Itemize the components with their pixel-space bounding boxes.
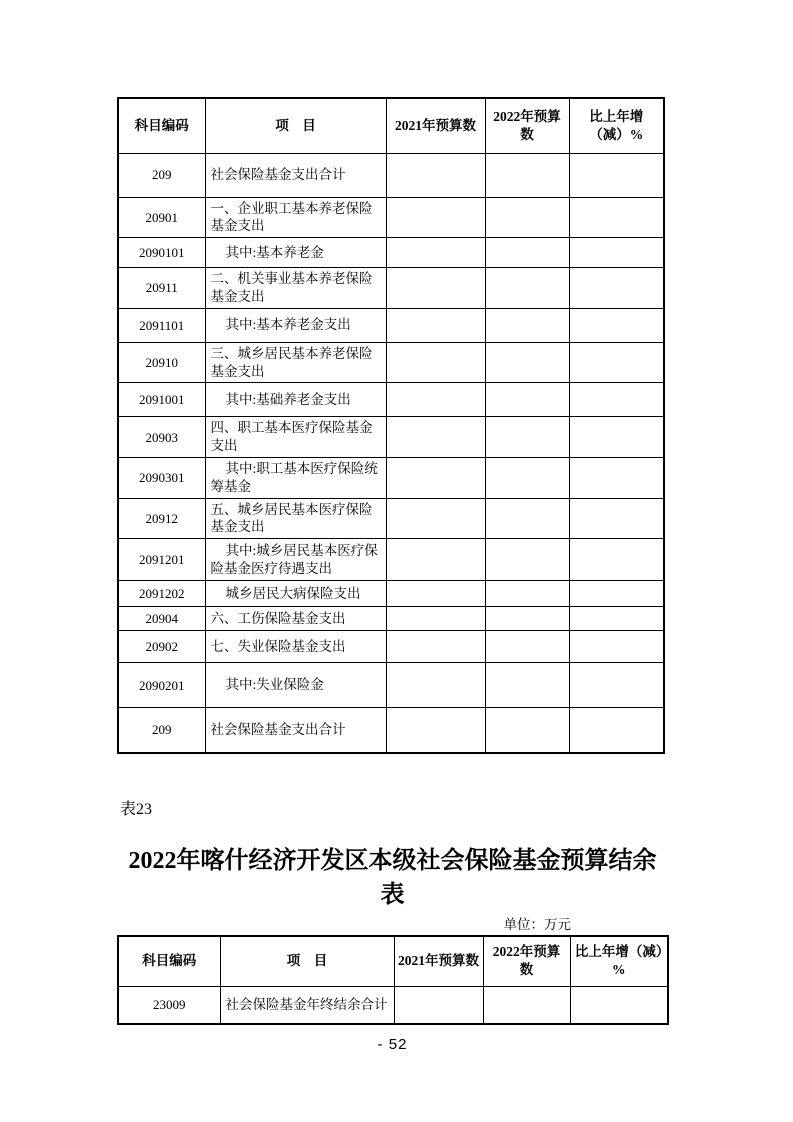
subject-code-cell: 20910 bbox=[118, 342, 205, 383]
budget-2021-cell bbox=[386, 539, 485, 581]
subject-code-cell: 2090201 bbox=[118, 663, 205, 708]
change-percent-cell bbox=[569, 498, 664, 539]
column-header: 2022年预算数 bbox=[483, 936, 570, 986]
column-header: 比上年增（减）% bbox=[570, 936, 668, 986]
column-header: 比上年增（减）% bbox=[569, 98, 664, 153]
table-row bbox=[118, 581, 664, 607]
budget-2021-cell bbox=[386, 238, 485, 268]
budget-2022-cell bbox=[485, 238, 569, 268]
budget-2021-cell bbox=[386, 663, 485, 708]
column-header: 项 目 bbox=[220, 936, 394, 986]
change-percent-cell bbox=[569, 663, 664, 708]
header-row bbox=[118, 98, 664, 153]
budget-2022-cell bbox=[485, 417, 569, 458]
table-number-label: 表23 bbox=[120, 801, 153, 818]
column-header: 项 目 bbox=[205, 98, 386, 153]
change-percent-cell bbox=[569, 458, 664, 499]
document-title: 2022年喀什经济开发区本级社会保险基金预算结余表 bbox=[128, 848, 657, 908]
subject-code-cell: 20901 bbox=[118, 197, 205, 238]
budget-2022-cell bbox=[483, 986, 570, 1024]
subject-code-cell: 2091202 bbox=[118, 581, 205, 607]
item-name-cell: 其中:基本养老金支出 bbox=[205, 308, 386, 342]
budget-2021-cell bbox=[386, 708, 485, 753]
budget-2022-cell bbox=[485, 268, 569, 309]
budget-2021-cell bbox=[386, 268, 485, 309]
subject-code-cell: 2090101 bbox=[118, 238, 205, 268]
item-name-cell: 其中:失业保险金 bbox=[205, 663, 386, 708]
budget-2022-cell bbox=[485, 631, 569, 663]
item-name-cell: 其中:城乡居民基本医疗保险基金医疗待遇支出 bbox=[205, 539, 386, 581]
budget-2021-cell bbox=[386, 308, 485, 342]
item-name-cell: 三、城乡居民基本养老保险基金支出 bbox=[205, 342, 386, 383]
budget-2021-cell bbox=[386, 581, 485, 607]
item-name-cell: 七、失业保险基金支出 bbox=[205, 631, 386, 663]
change-percent-cell bbox=[569, 581, 664, 607]
table-header bbox=[118, 936, 668, 986]
table-row bbox=[118, 458, 664, 499]
change-percent-cell bbox=[569, 153, 664, 197]
table-row bbox=[118, 986, 668, 1024]
table-row bbox=[118, 153, 664, 197]
budget-2022-cell bbox=[485, 663, 569, 708]
column-header: 科目编码 bbox=[118, 98, 205, 153]
page-number: - 52 bbox=[377, 1036, 408, 1053]
subject-code-cell: 23009 bbox=[118, 986, 220, 1024]
budget-2022-cell bbox=[485, 708, 569, 753]
budget-2022-cell bbox=[485, 607, 569, 631]
subject-code-cell: 2091001 bbox=[118, 383, 205, 417]
item-name-cell: 社会保险基金年终结余合计 bbox=[220, 986, 394, 1024]
table-row bbox=[118, 607, 664, 631]
budget-2021-cell bbox=[386, 383, 485, 417]
table-row bbox=[118, 417, 664, 458]
budget-2022-cell bbox=[485, 539, 569, 581]
column-header: 2021年预算数 bbox=[386, 98, 485, 153]
item-name-cell: 其中:基础养老金支出 bbox=[205, 383, 386, 417]
table-header bbox=[118, 98, 664, 153]
budget-2021-cell bbox=[386, 458, 485, 499]
change-percent-cell bbox=[569, 631, 664, 663]
budget-2022-cell bbox=[485, 153, 569, 197]
change-percent-cell bbox=[569, 539, 664, 581]
subject-code-cell: 2091201 bbox=[118, 539, 205, 581]
subject-code-cell: 20903 bbox=[118, 417, 205, 458]
budget-2022-cell bbox=[485, 197, 569, 238]
item-name-cell: 六、工伤保险基金支出 bbox=[205, 607, 386, 631]
subject-code-cell: 209 bbox=[118, 708, 205, 753]
subject-code-cell: 20902 bbox=[118, 631, 205, 663]
item-name-cell: 其中:职工基本医疗保险统筹基金 bbox=[205, 458, 386, 499]
unit-label: 单位：万元 bbox=[503, 917, 571, 932]
item-name-cell: 二、机关事业基本养老保险基金支出 bbox=[205, 268, 386, 309]
item-name-cell: 城乡居民大病保险支出 bbox=[205, 581, 386, 607]
table-row bbox=[118, 197, 664, 238]
change-percent-cell bbox=[569, 417, 664, 458]
table-row bbox=[118, 268, 664, 309]
item-name-cell: 其中:基本养老金 bbox=[205, 238, 386, 268]
column-header: 2021年预算数 bbox=[394, 936, 483, 986]
item-name-cell: 社会保险基金支出合计 bbox=[205, 153, 386, 197]
budget-2022-cell bbox=[485, 458, 569, 499]
budget-2021-cell bbox=[386, 153, 485, 197]
subject-code-cell: 209 bbox=[118, 153, 205, 197]
table-row bbox=[118, 539, 664, 581]
change-percent-cell bbox=[569, 708, 664, 753]
change-percent-cell bbox=[569, 268, 664, 309]
item-name-cell: 社会保险基金支出合计 bbox=[205, 708, 386, 753]
change-percent-cell bbox=[569, 383, 664, 417]
subject-code-cell: 20912 bbox=[118, 498, 205, 539]
change-percent-cell bbox=[569, 197, 664, 238]
subject-code-cell: 20911 bbox=[118, 268, 205, 309]
table-row bbox=[118, 498, 664, 539]
item-name-cell: 五、城乡居民基本医疗保险基金支出 bbox=[205, 498, 386, 539]
table-row bbox=[118, 663, 664, 708]
table-row bbox=[118, 383, 664, 417]
subject-code-cell: 2091101 bbox=[118, 308, 205, 342]
table-row bbox=[118, 308, 664, 342]
table-row bbox=[118, 631, 664, 663]
budget-2022-cell bbox=[485, 498, 569, 539]
budget-2021-cell bbox=[386, 631, 485, 663]
item-name-cell: 四、职工基本医疗保险基金支出 bbox=[205, 417, 386, 458]
budget-2021-cell bbox=[386, 607, 485, 631]
subject-code-cell: 2090301 bbox=[118, 458, 205, 499]
budget-2021-cell bbox=[386, 342, 485, 383]
item-name-cell: 一、企业职工基本养老保险基金支出 bbox=[205, 197, 386, 238]
budget-2022-cell bbox=[485, 308, 569, 342]
column-header: 2022年预算数 bbox=[485, 98, 569, 153]
column-header: 科目编码 bbox=[118, 936, 220, 986]
change-percent-cell bbox=[569, 308, 664, 342]
change-percent-cell bbox=[569, 342, 664, 383]
budget-2022-cell bbox=[485, 342, 569, 383]
subject-code-cell: 20904 bbox=[118, 607, 205, 631]
budget-2021-cell bbox=[386, 197, 485, 238]
budget-2022-cell bbox=[485, 383, 569, 417]
budget-2021-cell bbox=[386, 417, 485, 458]
table-row bbox=[118, 342, 664, 383]
budget-2021-cell bbox=[386, 498, 485, 539]
budget-2021-cell bbox=[394, 986, 483, 1024]
table-row bbox=[118, 238, 664, 268]
budget-2022-cell bbox=[485, 581, 569, 607]
change-percent-cell bbox=[570, 986, 668, 1024]
change-percent-cell bbox=[569, 238, 664, 268]
social-insurance-expenditure-table bbox=[117, 97, 665, 754]
header-row bbox=[118, 936, 668, 986]
social-insurance-balance-table bbox=[117, 935, 669, 1025]
table-row bbox=[118, 708, 664, 753]
change-percent-cell bbox=[569, 607, 664, 631]
